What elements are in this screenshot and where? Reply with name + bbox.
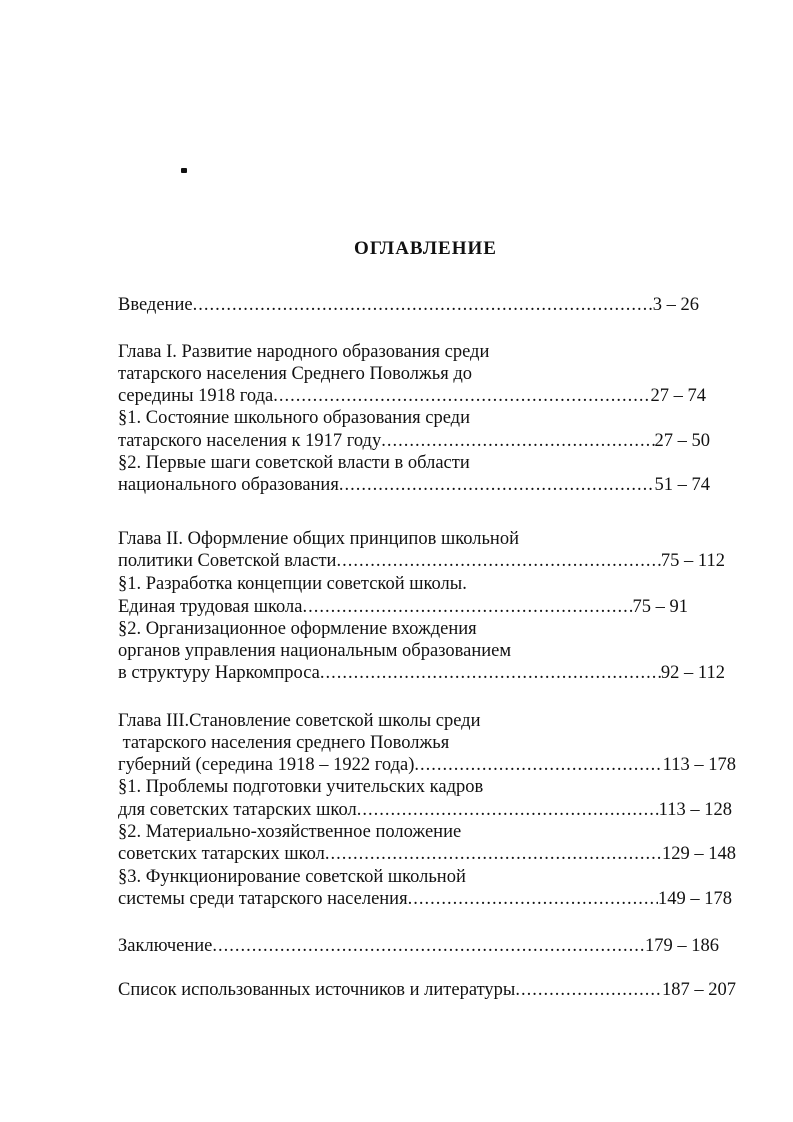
dot-leader xyxy=(193,294,653,316)
toc-entry-pages: 113 – 178 xyxy=(662,755,736,775)
toc-entry-pages: 75 – 91 xyxy=(632,597,688,617)
toc-entry-section-1-2 xyxy=(118,474,710,496)
toc-entry-section-3-2 xyxy=(118,843,736,865)
toc-entry-label: середины 1918 года xyxy=(118,386,274,406)
toc-entry-conclusion xyxy=(118,935,719,957)
toc-entry-label: для советских татарских школ xyxy=(118,800,357,820)
toc-entry-section-1-1 xyxy=(118,430,710,452)
dot-leader xyxy=(414,754,662,776)
toc-entry-pages: 27 – 74 xyxy=(650,386,706,406)
dot-leader xyxy=(381,430,654,452)
section-2-2-line-2: органов управления национальным образованием xyxy=(118,641,512,661)
dot-leader xyxy=(325,843,662,865)
toc-entry-section-2-1 xyxy=(118,596,688,618)
dot-leader xyxy=(339,474,655,496)
section-3-3-line-1: §3. Функционирование советской школьной xyxy=(118,867,466,887)
toc-entry-pages: 179 – 186 xyxy=(645,936,719,956)
toc-entry-pages: 3 – 26 xyxy=(652,295,699,315)
toc-entry-label: советских татарских школ xyxy=(118,844,325,864)
toc-entry-section-2-2 xyxy=(118,662,725,684)
dot-leader xyxy=(320,662,661,684)
dot-leader xyxy=(357,799,659,821)
chapter-1-line-1: Глава I. Развитие народного образования среди xyxy=(118,342,490,362)
toc-entry-pages: 92 – 112 xyxy=(660,663,725,683)
chapter-1-line-2: татарского населения Среднего Поволжья до xyxy=(118,364,473,384)
toc-entry-label: Заключение xyxy=(118,936,213,956)
chapter-3-line-1: Глава III.Становление советской школы среди xyxy=(118,711,481,731)
toc-entry-label: Единая трудовая школа xyxy=(118,597,303,617)
toc-entry-pages: 75 – 112 xyxy=(660,551,725,571)
section-3-2-line-1: §2. Материально-хозяйственное положение xyxy=(118,822,462,842)
toc-entry-section-3-3 xyxy=(118,888,732,910)
toc-entry-chapter-2 xyxy=(118,550,725,572)
toc-entry-section-3-1 xyxy=(118,799,732,821)
dot-leader xyxy=(515,979,662,1001)
section-1-1-line-1: §1. Состояние школьного образования среди xyxy=(118,408,470,428)
toc-entry-chapter-1 xyxy=(118,385,706,407)
toc-entry-pages: 149 – 178 xyxy=(658,889,732,909)
toc-entry-chapter-3 xyxy=(118,754,736,776)
toc-entry-label: системы среди татарского населения xyxy=(118,889,408,909)
dot-leader xyxy=(408,888,658,910)
page-title: ОГЛАВЛЕНИЕ xyxy=(354,238,497,259)
section-3-1-line-1: §1. Проблемы подготовки учительских кадров xyxy=(118,777,484,797)
toc-entry-pages: 129 – 148 xyxy=(662,844,736,864)
toc-entry-intro xyxy=(118,294,699,316)
dot-leader xyxy=(336,550,660,572)
toc-entry-label: национального образования xyxy=(118,475,339,495)
toc-entry-pages: 113 – 128 xyxy=(658,800,732,820)
toc-entry-pages: 51 – 74 xyxy=(654,475,710,495)
chapter-2-line-1: Глава II. Оформление общих принципов школьной xyxy=(118,529,519,549)
toc-entry-pages: 187 – 207 xyxy=(662,980,736,1000)
toc-entry-label: Введение xyxy=(118,295,193,315)
section-2-2-line-1: §2. Организационное оформление вхождения xyxy=(118,619,477,639)
toc-entry-bibliography xyxy=(118,979,736,1001)
section-1-2-line-1: §2. Первые шаги советской власти в области xyxy=(118,453,470,473)
toc-entry-label: политики Советской власти xyxy=(118,551,337,571)
chapter-3-line-2: татарского населения среднего Поволжья xyxy=(118,733,450,753)
scan-speck xyxy=(181,168,187,173)
toc-entry-label: татарского населения к 1917 году xyxy=(118,431,382,451)
toc-entry-label: губерний (середина 1918 – 1922 года) xyxy=(118,755,415,775)
toc-entry-label: в структуру Наркомпроса xyxy=(118,663,320,683)
section-2-1-line-1: §1. Разработка концепции советской школы. xyxy=(118,574,467,594)
toc-entry-label: Список использованных источников и литературы xyxy=(118,980,516,1000)
dot-leader xyxy=(273,385,650,407)
toc-entry-pages: 27 – 50 xyxy=(654,431,710,451)
dot-leader xyxy=(212,935,645,957)
dot-leader xyxy=(303,596,633,618)
